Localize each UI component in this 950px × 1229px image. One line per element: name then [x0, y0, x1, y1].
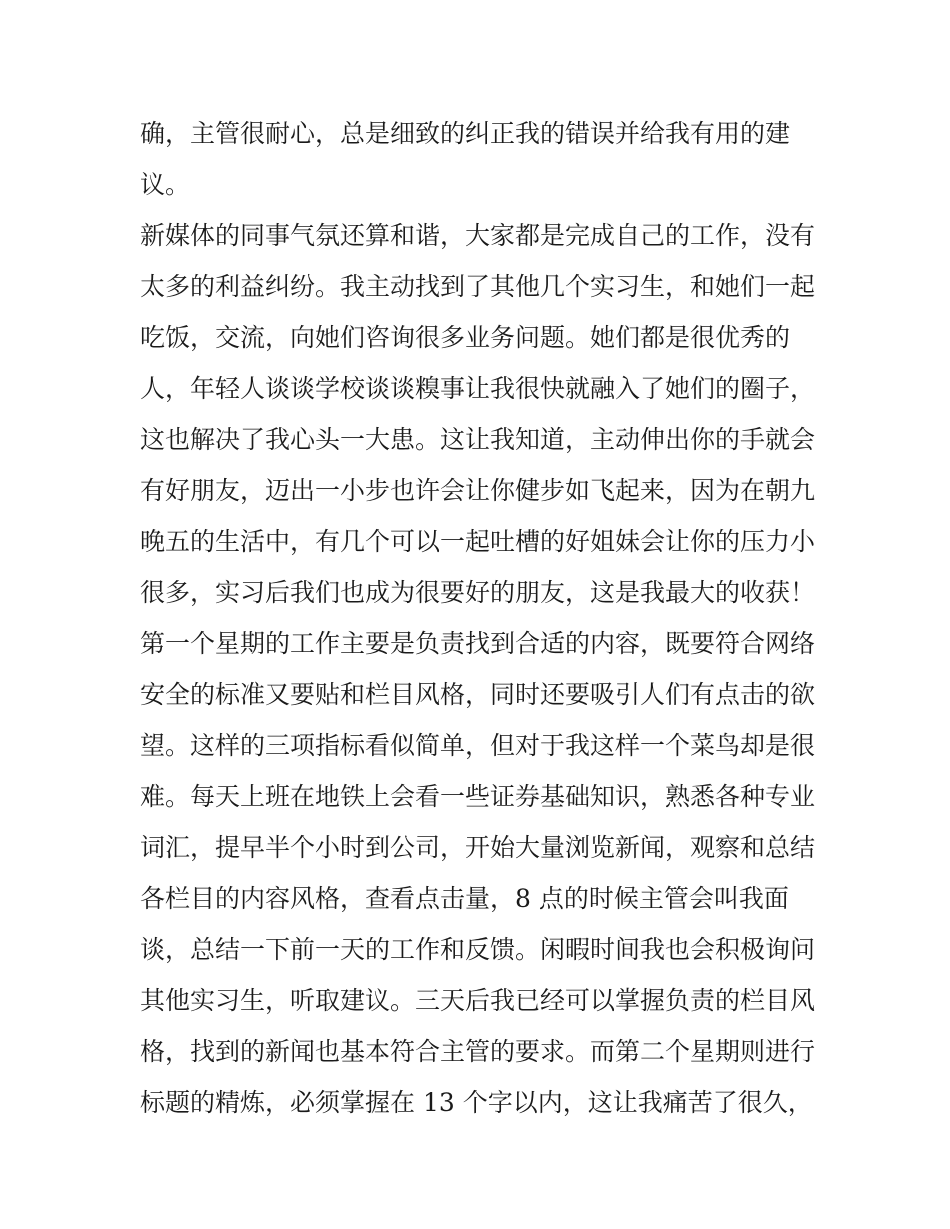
- text-line: 确，主管很耐心，总是细致的纠正我的错误并给我有用的建: [140, 119, 791, 148]
- text-line: 难。每天上班在地铁上会看一些证券基础知识，熟悉各种专业: [140, 782, 816, 811]
- text-line: 谈，总结一下前一天的工作和反馈。闲暇时间我也会积极询问: [140, 935, 816, 964]
- text-line: 望。这样的三项指标看似简单，但对于我这样一个菜鸟却是很: [140, 731, 816, 760]
- text-line: 有好朋友，迈出一小步也许会让你健步如飞起来，因为在朝九: [140, 476, 816, 505]
- text-line: 新媒体的同事气氛还算和谐，大家都是完成自己的工作，没有: [140, 221, 816, 250]
- text-line: 标题的精炼，必须掌握在 13 个字以内，这让我痛苦了很久，: [140, 1088, 813, 1117]
- text-line: 太多的利益纠纷。我主动找到了其他几个实习生，和她们一起: [140, 272, 816, 301]
- text-line: 议。: [140, 170, 191, 199]
- text-line: 第一个星期的工作主要是负责找到合适的内容，既要符合网络: [140, 629, 816, 658]
- text-line: 人，年轻人谈谈学校谈谈糗事让我很快就融入了她们的圈子，: [140, 374, 816, 403]
- text-line: 其他实习生，听取建议。三天后我已经可以掌握负责的栏目风: [140, 986, 816, 1015]
- text-line: 吃饭，交流，向她们咨询很多业务问题。她们都是很优秀的: [140, 323, 791, 352]
- text-line: 格，找到的新闻也基本符合主管的要求。而第二个星期则进行: [140, 1037, 816, 1066]
- text-line: 很多，实习后我们也成为很要好的朋友，这是我最大的收获！: [140, 578, 816, 607]
- text-line: 晚五的生活中，有几个可以一起吐槽的好姐妹会让你的压力小: [140, 527, 816, 556]
- text-line: 词汇，提早半个小时到公司，开始大量浏览新闻，观察和总结: [140, 833, 816, 862]
- text-line: 各栏目的内容风格，查看点击量，8 点的时候主管会叫我面: [140, 884, 789, 913]
- text-line: 这也解决了我心头一大患。这让我知道，主动伸出你的手就会: [140, 425, 816, 454]
- text-line: 安全的标准又要贴和栏目风格，同时还要吸引人们有点击的欲: [140, 680, 816, 709]
- body-text: [140, 108, 820, 1128]
